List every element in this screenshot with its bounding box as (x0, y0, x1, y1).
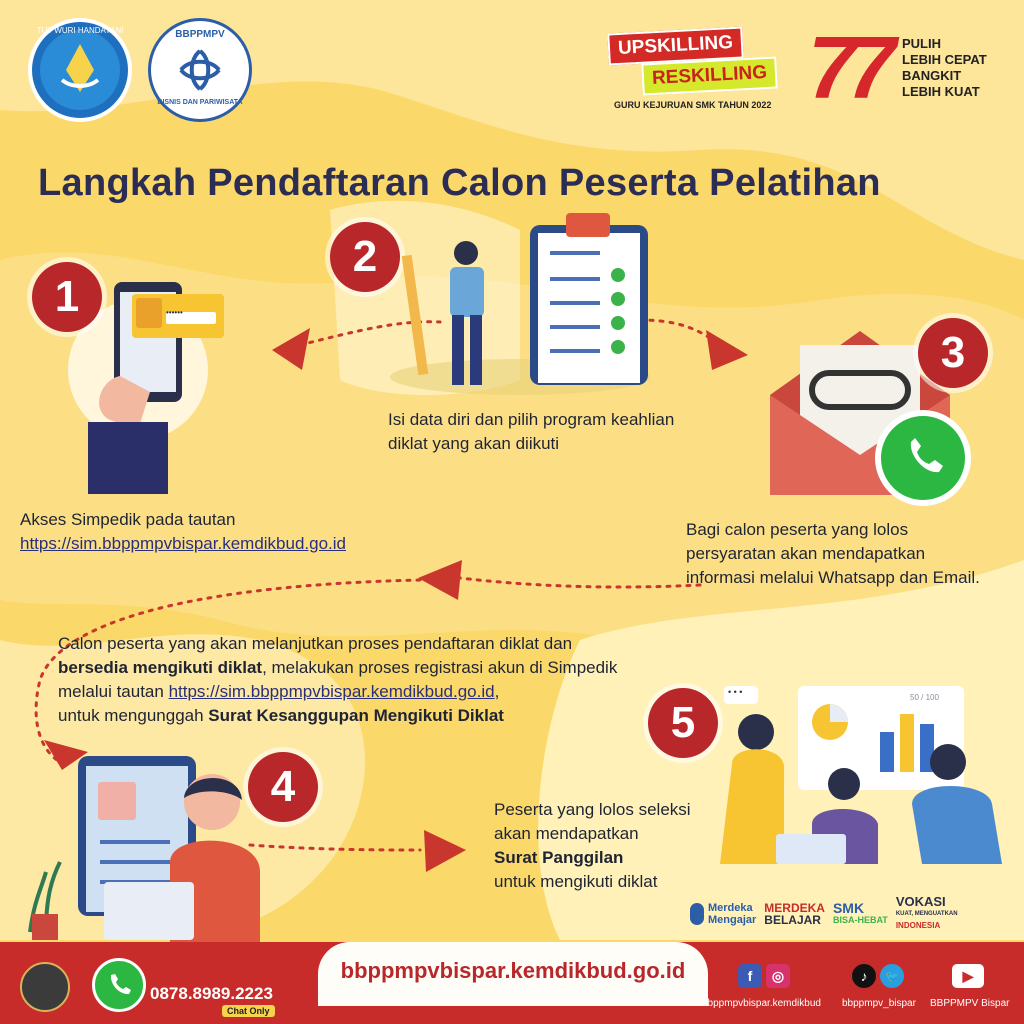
step4-bold-bersedia: bersedia mengikuti diklat (58, 658, 263, 677)
chat-bubble-dots: • • • (728, 687, 743, 697)
tagline-line: LEBIH KUAT (902, 84, 980, 99)
social-label-youtube: BBPPMPV Bispar (930, 998, 1010, 1009)
step-badge-2: 2 (330, 222, 400, 292)
password-mask: •••••• (166, 308, 183, 317)
social-label-facebook: bbppmpvbispar.kemdikbud (702, 998, 821, 1009)
merdeka-mengajar-text (708, 902, 756, 926)
vokasi-line: INDONESIA (895, 921, 941, 930)
partner-logos (690, 896, 958, 932)
step-badge-1: 1 (32, 262, 102, 332)
step2-line: Isi data diri dan pilih program keahlian (388, 410, 675, 429)
merdeka-belajar-line: MERDEKA (764, 901, 825, 915)
step1-label: Akses Simpedik pada tautan (20, 510, 236, 529)
step4-line2 (58, 656, 617, 680)
step4-bold-surat: Surat Kesanggupan Mengikuti Diklat (208, 706, 504, 725)
step-badge-5: 5 (648, 688, 718, 758)
social-group-facebook-instagram (738, 964, 790, 988)
step5-bold (494, 846, 691, 870)
smk-line: BISA-HEBAT (832, 915, 888, 925)
smk-line: SMK (832, 900, 865, 916)
step4-text (58, 632, 617, 728)
step5-line: untuk mengikuti diklat (494, 872, 658, 891)
step1-text (20, 508, 346, 556)
step3-text (686, 518, 980, 590)
tagline-line: LEBIH CEPAT (902, 52, 987, 67)
step4-line3-post: , (494, 682, 500, 701)
reskilling-label: RESKILLING (641, 56, 778, 95)
upskilling-label: UPSKILLING (607, 26, 744, 65)
social-group-tiktok-twitter (852, 964, 904, 988)
phone-login-illustration (80, 280, 230, 495)
merdeka-belajar-line: BELAJAR (764, 913, 821, 927)
chart-score-label: 50 / 100 (910, 693, 939, 702)
whatsapp-phone-number[interactable]: 0878.8989.2223 (150, 984, 273, 1003)
social-label-tiktok: bbppmpv_bispar (842, 998, 916, 1009)
merdeka-mengajar-logo (690, 902, 756, 926)
smk-bisa-hebat-logo (833, 902, 888, 926)
instagram-icon[interactable]: ◎ (766, 964, 790, 988)
simpedik-link[interactable]: https://sim.bbppmpvbispar.kemdikbud.go.id (20, 534, 347, 553)
youtube-icon[interactable]: ▶ (952, 964, 984, 988)
step-badge-3: 3 (918, 318, 988, 388)
team-meeting-illustration (712, 684, 1012, 874)
step-badge-4: 4 (248, 752, 318, 822)
footer-whatsapp-icon[interactable] (92, 958, 146, 1012)
hut-ri-77-logo: 77 (808, 18, 886, 117)
step3-line: informasi melalui Whatsapp dan Email. (686, 568, 980, 587)
step2-line: diklat yang akan diikuti (388, 434, 560, 453)
website-link[interactable]: bbppmpvbispar.kemdikbud.go.id (340, 958, 686, 983)
merdeka-mengajar-icon (690, 903, 704, 925)
facebook-icon[interactable]: f (738, 964, 762, 988)
bbppmpv-logo-subtext: BISNIS DAN PARIWISATA (157, 99, 243, 106)
clipboard-checklist-illustration (380, 205, 660, 395)
social-group-youtube (952, 964, 984, 988)
step3-line: Bagi calon peserta yang lolos (686, 520, 909, 539)
step5-line: Peserta yang lolos seleksi (494, 800, 691, 819)
guru-kejuruan-label: GURU KEJURUAN SMK TAHUN 2022 (614, 100, 772, 110)
step4-line4 (58, 704, 617, 728)
step4-line3-pre: melalui tautan (58, 682, 169, 701)
step4-line3 (58, 680, 617, 704)
merdeka-mengajar-line: Mengajar (708, 914, 757, 926)
surat-panggilan: Surat Panggilan (494, 848, 624, 867)
twitter-icon[interactable]: 🐦 (880, 964, 904, 988)
tagline-line: BANGKIT (902, 68, 962, 83)
step2-text (388, 408, 674, 456)
step4-line4-pre: untuk mengunggah (58, 706, 209, 725)
tiktok-icon[interactable]: ♪ (852, 964, 876, 988)
registration-illustration (20, 752, 280, 942)
step5-line: akan mendapatkan (494, 824, 639, 843)
merdeka-belajar-logo (764, 902, 825, 926)
vokasi-line: VOKASI (895, 894, 946, 909)
simpedik-link-2[interactable]: https://sim.bbppmpvbispar.kemdikbud.go.id (168, 682, 495, 701)
vokasi-line: KUAT, MENGUATKAN (895, 911, 958, 917)
tagline-line: PULIH (902, 36, 941, 51)
step4-line1: Calon peserta yang akan melanjutkan proses pendaftaran diklat dan (58, 634, 573, 653)
chat-only-badge: Chat Only (222, 1005, 275, 1017)
step5-text (494, 798, 691, 894)
step3-line: persyaratan akan mendapatkan (686, 544, 926, 563)
tut-wuri-text: TUT WURI HANDAYANI (36, 26, 124, 35)
step4-line2-rest: , melakukan proses registrasi akun di Simpedik (262, 658, 618, 677)
bbppmpv-logo-text: BBPPMPV (175, 29, 225, 40)
institution-seal-icon (20, 962, 70, 1012)
page-title: Langkah Pendaftaran Calon Peserta Pelatihan (38, 162, 881, 204)
merdeka-mengajar-line: Merdeka (708, 902, 753, 914)
vokasi-logo (896, 896, 958, 932)
whatsapp-icon (875, 410, 971, 506)
